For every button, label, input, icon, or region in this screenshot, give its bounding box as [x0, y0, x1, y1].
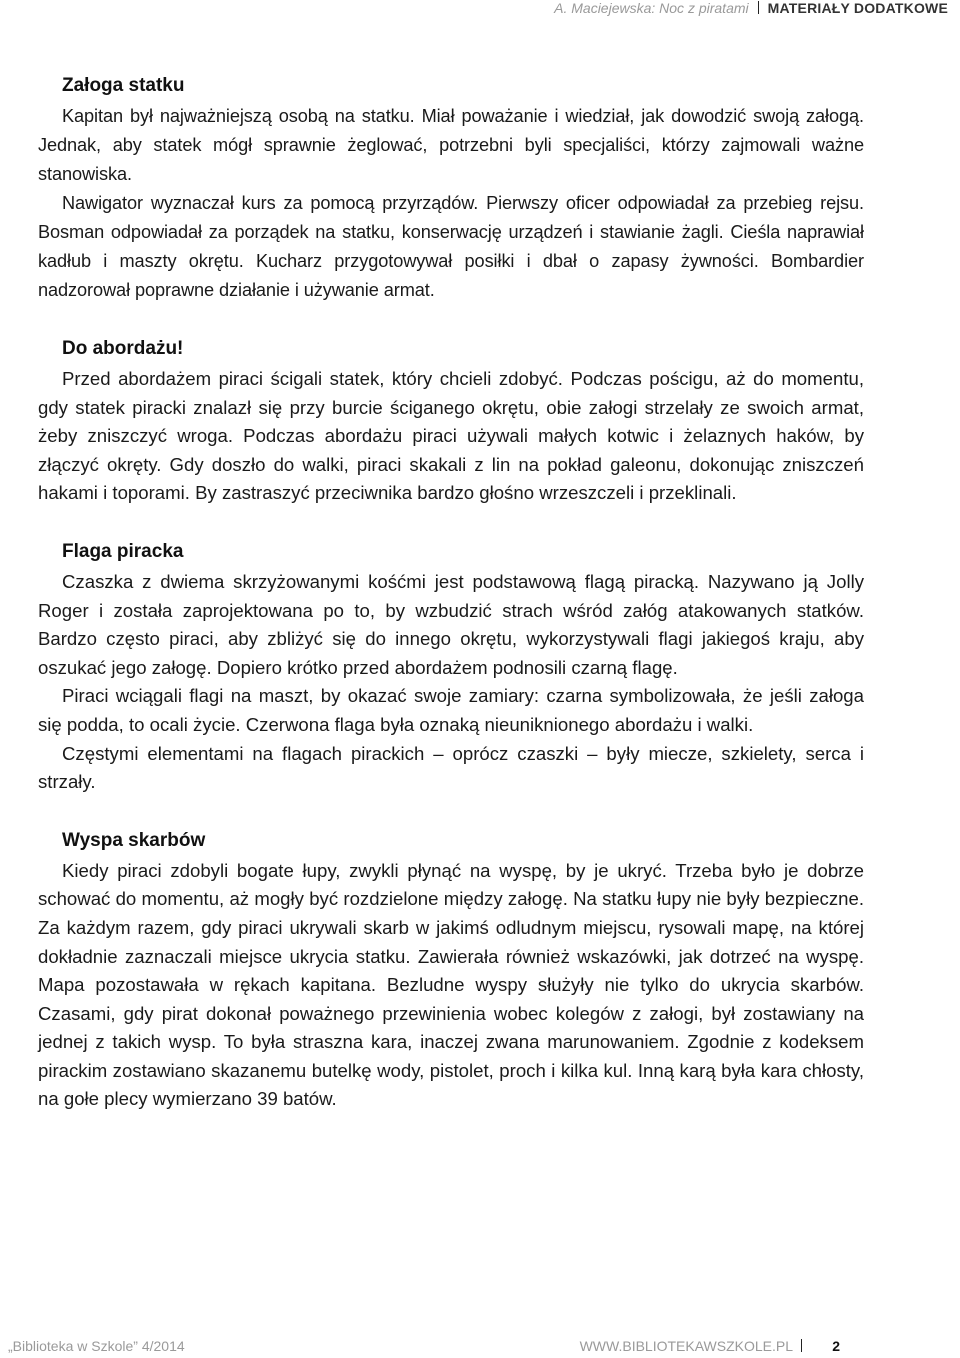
- paragraph: Czaszka z dwiema skrzyżowanymi kośćmi jest podstawową flagą piracką. Nazywano ją Jolly Roger i została zaprojektowana po to, by wzbudzić strach wśród załóg atakowanych statków. Bardzo często piraci, aby zbliżyć się do innego okrętu, wykorzystywali flagi jakiegoś kraju, aby oszukać jego załogę. Dopiero krótko przed abordażem podnosili czarną flagę.: [38, 570, 864, 678]
- section-title: Załoga statku: [62, 75, 185, 96]
- footer-separator: [801, 1339, 802, 1352]
- page-header: [554, 0, 960, 20]
- section-do-abordazu: [38, 335, 864, 508]
- article-body: [38, 72, 864, 1144]
- footer-page-number: 2: [832, 1338, 840, 1354]
- section-wyspa-skarbow: [38, 827, 864, 1114]
- paragraph: Nawigator wyznaczał kurs za pomocą przyrządów. Pierwszy oficer odpowiadał za przebieg rejsu. Bosman odpowiadał za porządek na statku, konserwację urządzeń i stawianie żagli. Cieśla naprawiał kadłub i maszty okrętu. Kucharz przygotowywał posiłki i dbał o zapasy żywności. Bombardier nadzorował poprawne działanie i używanie armat.: [38, 193, 864, 300]
- header-separator: [758, 1, 759, 14]
- section-zaloga-statku: [38, 72, 864, 305]
- footer-website: WWW.BIBLIOTEKAWSZKOLE.PL: [579, 1338, 793, 1354]
- paragraph: Kiedy piraci zdobyli bogate łupy, zwykli płynąć na wyspę, by je ukryć. Trzeba było je dobrze schować do momentu, aż mogły być rozdzielone między załogę. Na statku łupy nie były bezpieczne. Za każdym razem, gdy piraci ukrywali skarb w jakimś odludnym miejscu, rysowali mapę, na której dokładnie zaznaczali miejsce ukrycia statku. Zawierała również wskazówki, jak dotrzeć na wyspę. Mapa pozostawała w rękach kapitana. Bezludne wyspy służyły nie tylko do ukrycia skarbów. Czasami, gdy pirat dokonał poważnego przewinienia wobec kolegów z załogi, był zostawiany na jednej z takich wysp. To była straszna kara, inaczej zwana marunowaniem. Zgodnie z kodeksem pirackim zostawiano skazanemu butelkę wody, pistolet, proch i kilka kul. Inną karą była kara chłosty, na gołe plecy wymierzano 39 batów.: [38, 859, 864, 1110]
- footer-website-group: [580, 1338, 810, 1354]
- header-section-label: MATERIAŁY DODATKOWE: [767, 0, 948, 16]
- paragraph: Przed abordażem piraci ścigali statek, który chcieli zdobyć. Podczas pościgu, aż do momentu, gdy statek piracki znalazł się przy burcie ściganego okrętu, obie załogi strzelały ze swoich armat, żeby zniszczyć wroga. Podczas abordażu piraci używali małych kotwic i żelaznych haków, by złączyć okręty. Gdy doszło do walki, piraci skakali z lin na pokład galeonu, dokonując zniszczeń hakami i toporami. By zastraszyć przeciwnika bardzo głośno wrzeszczeli i przeklinali.: [38, 368, 864, 504]
- section-flaga-piracka: [38, 538, 864, 797]
- paragraph: Kapitan był najważniejszą osobą na statku. Miał poważanie i wiedział, jak dowodzić swoją załogą. Jednak, aby statek mógł sprawnie żeglować, potrzebni byli specjaliści, którzy zajmowali ważne stanowiska.: [38, 106, 864, 184]
- paragraph: Piraci wciągali flagi na maszt, by okazać swoje zamiary: czarna symbolizowała, że jeśli załoga się podda, to ocali życie. Czerwona flaga była oznaką nieuniknionego abordażu i walki.: [38, 685, 864, 735]
- section-title: Wyspa skarbów: [62, 829, 206, 851]
- paragraph: Częstymi elementami na flagach pirackich – oprócz czaszki – były miecze, szkielety, serca i strzały.: [38, 742, 864, 793]
- page-footer: [0, 1334, 960, 1358]
- header-author-title: A. Maciejewska: Noc z piratami: [554, 0, 749, 16]
- section-title: Flaga piracka: [62, 540, 184, 562]
- footer-publication: „Biblioteka w Szkole” 4/2014: [8, 1338, 185, 1354]
- section-title: Do abordażu!: [62, 338, 184, 359]
